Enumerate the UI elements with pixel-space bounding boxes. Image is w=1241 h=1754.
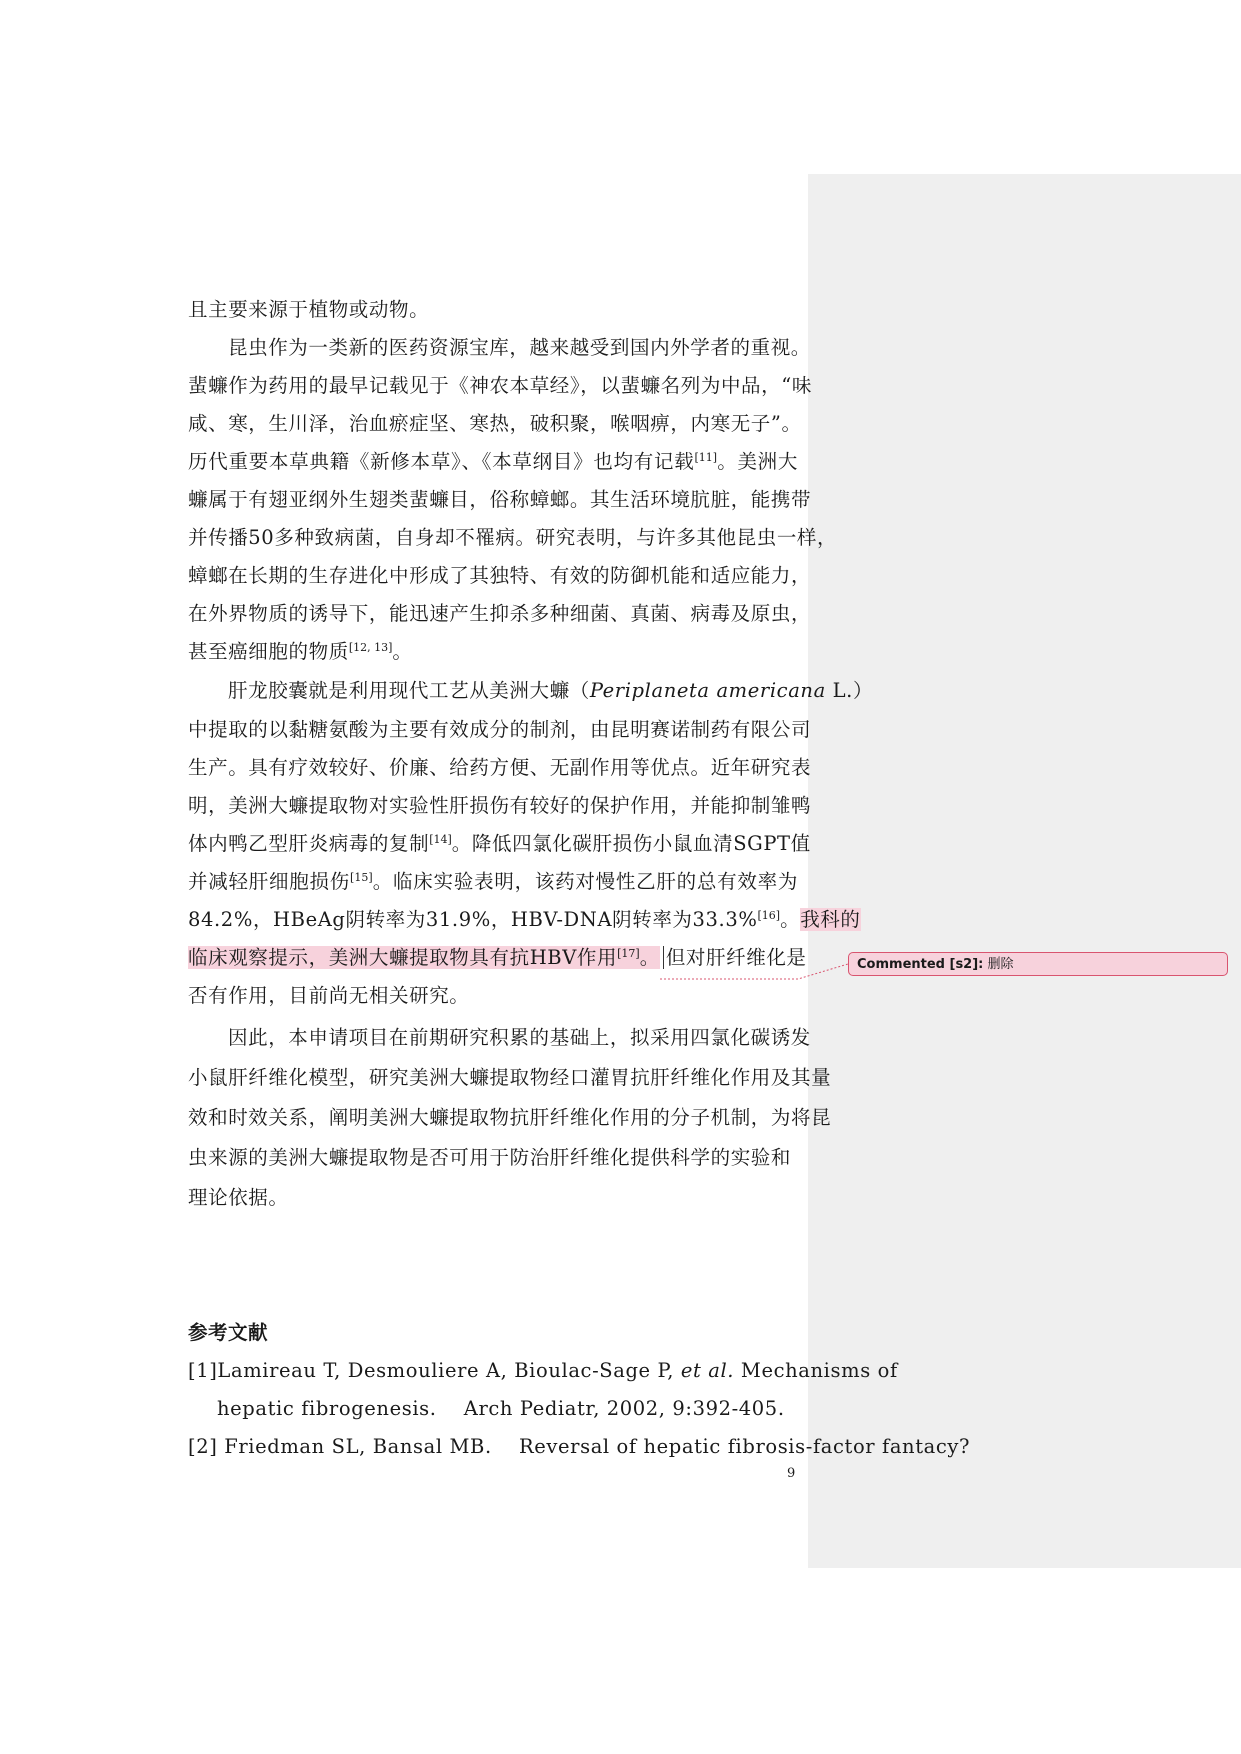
page-number: 9 — [787, 1466, 796, 1481]
text-line: 否有作用，目前尚无相关研究。 — [188, 984, 470, 1007]
text-line: 昆虫作为一类新的医药资源宝库，越来越受到国内外学者的重视。 — [228, 336, 811, 359]
citation: [17] — [617, 947, 640, 960]
references-heading: 参考文献 — [188, 1321, 269, 1344]
text-line: 小鼠肝纤维化模型，研究美洲大蠊提取物经口灌胃抗肝纤维化作用及其量 — [188, 1066, 832, 1089]
citation: [15] — [350, 871, 373, 884]
citation: [11] — [694, 451, 718, 464]
commented-text[interactable]: 临床观察提示，美洲大蠊提取物具有抗HBV作用[17]。 — [188, 946, 660, 969]
comment-balloon[interactable] — [848, 952, 1228, 976]
text-line: 理论依据。 — [188, 1186, 289, 1209]
text-line: 咸、寒，生川泽，治血瘀症坚、寒热，破积聚，喉咽痹，内寒无子”。 — [188, 412, 802, 435]
text-line: 体内鸭乙型肝炎病毒的复制[14]。降低四氯化碳肝损伤小鼠血清SGPT值 — [188, 832, 811, 855]
reference-item: hepatic fibrogenesis. Arch Pediatr, 2002, 9:392-405. — [217, 1397, 785, 1420]
text-line: 蠊属于有翅亚纲外生翅类蜚蠊目，俗称蟑螂。其生活环境肮脏，能携带 — [188, 488, 812, 511]
text-line: 蟑螂在长期的生存进化中形成了其独特、有效的防御机能和适应能力， — [188, 564, 812, 587]
text-line: 因此，本申请项目在前期研究积累的基础上，拟采用四氯化碳诱发 — [228, 1026, 811, 1049]
citation: [16] — [757, 909, 781, 922]
citation: [14] — [429, 833, 452, 846]
text-line: 中提取的以黏糖氨酸为主要有效成分的制剂，由昆明赛诺制药有限公司 — [188, 718, 812, 741]
text-line: 并传播50多种致病菌，自身却不罹病。研究表明，与许多其他昆虫一样， — [188, 526, 838, 549]
text-line: 虫来源的美洲大蠊提取物是否可用于防治肝纤维化提供科学的实验和 — [188, 1146, 792, 1169]
text-line: 生产。具有疗效较好、价廉、给药方便、无副作用等优点。近年研究表 — [188, 756, 812, 779]
text-line: 在外界物质的诱导下，能迅速产生抑杀多种细菌、真菌、病毒及原虫， — [188, 602, 812, 625]
et-al: et al. — [680, 1359, 735, 1382]
citation: [12, 13] — [348, 641, 393, 654]
commented-text[interactable]: 我科的 — [800, 908, 861, 931]
text-line: 临床观察提示，美洲大蠊提取物具有抗HBV作用[17]。 但对肝纤维化是 — [188, 946, 807, 969]
latin-name: Periplaneta americana — [589, 679, 826, 702]
comment-text: 删除 — [987, 957, 1014, 972]
text-line: 历代重要本草典籍《新修本草》、《本草纲目》也均有记载[11]。美洲大 — [188, 450, 798, 473]
text-line: 84.2%，HBeAg阴转率为31.9%，HBV-DNA阴转率为33.3%[16]。我科的 — [188, 908, 861, 931]
text-line: 甚至癌细胞的物质[12, 13]。 — [188, 640, 413, 663]
text-line: 肝龙胶囊就是利用现代工艺从美洲大蠊（Periplaneta americana L.） — [228, 679, 874, 702]
text-line: 蜚蠊作为药用的最早记载见于《神农本草经》，以蜚蠊名列为中品，“味 — [188, 374, 812, 397]
reference-item: [2] Friedman SL, Bansal MB. Reversal of hepatic fibrosis-factor fantacy? — [188, 1435, 971, 1458]
text-line: 效和时效关系，阐明美洲大蠊提取物抗肝纤维化作用的分子机制，为将昆 — [188, 1106, 832, 1129]
text-line: 明，美洲大蠊提取物对实验性肝损伤有较好的保护作用，并能抑制雏鸭 — [188, 794, 812, 817]
comment-label: Commented [s2]: — [857, 957, 984, 972]
text-line: 并减轻肝细胞损伤[15]。临床实验表明，该药对慢性乙肝的总有效率为 — [188, 870, 798, 893]
reference-item: [1]Lamireau T, Desmouliere A, Bioulac-Sage P, et al. Mechanisms of — [188, 1359, 898, 1382]
text-line: 且主要来源于植物或动物。 — [188, 298, 430, 321]
